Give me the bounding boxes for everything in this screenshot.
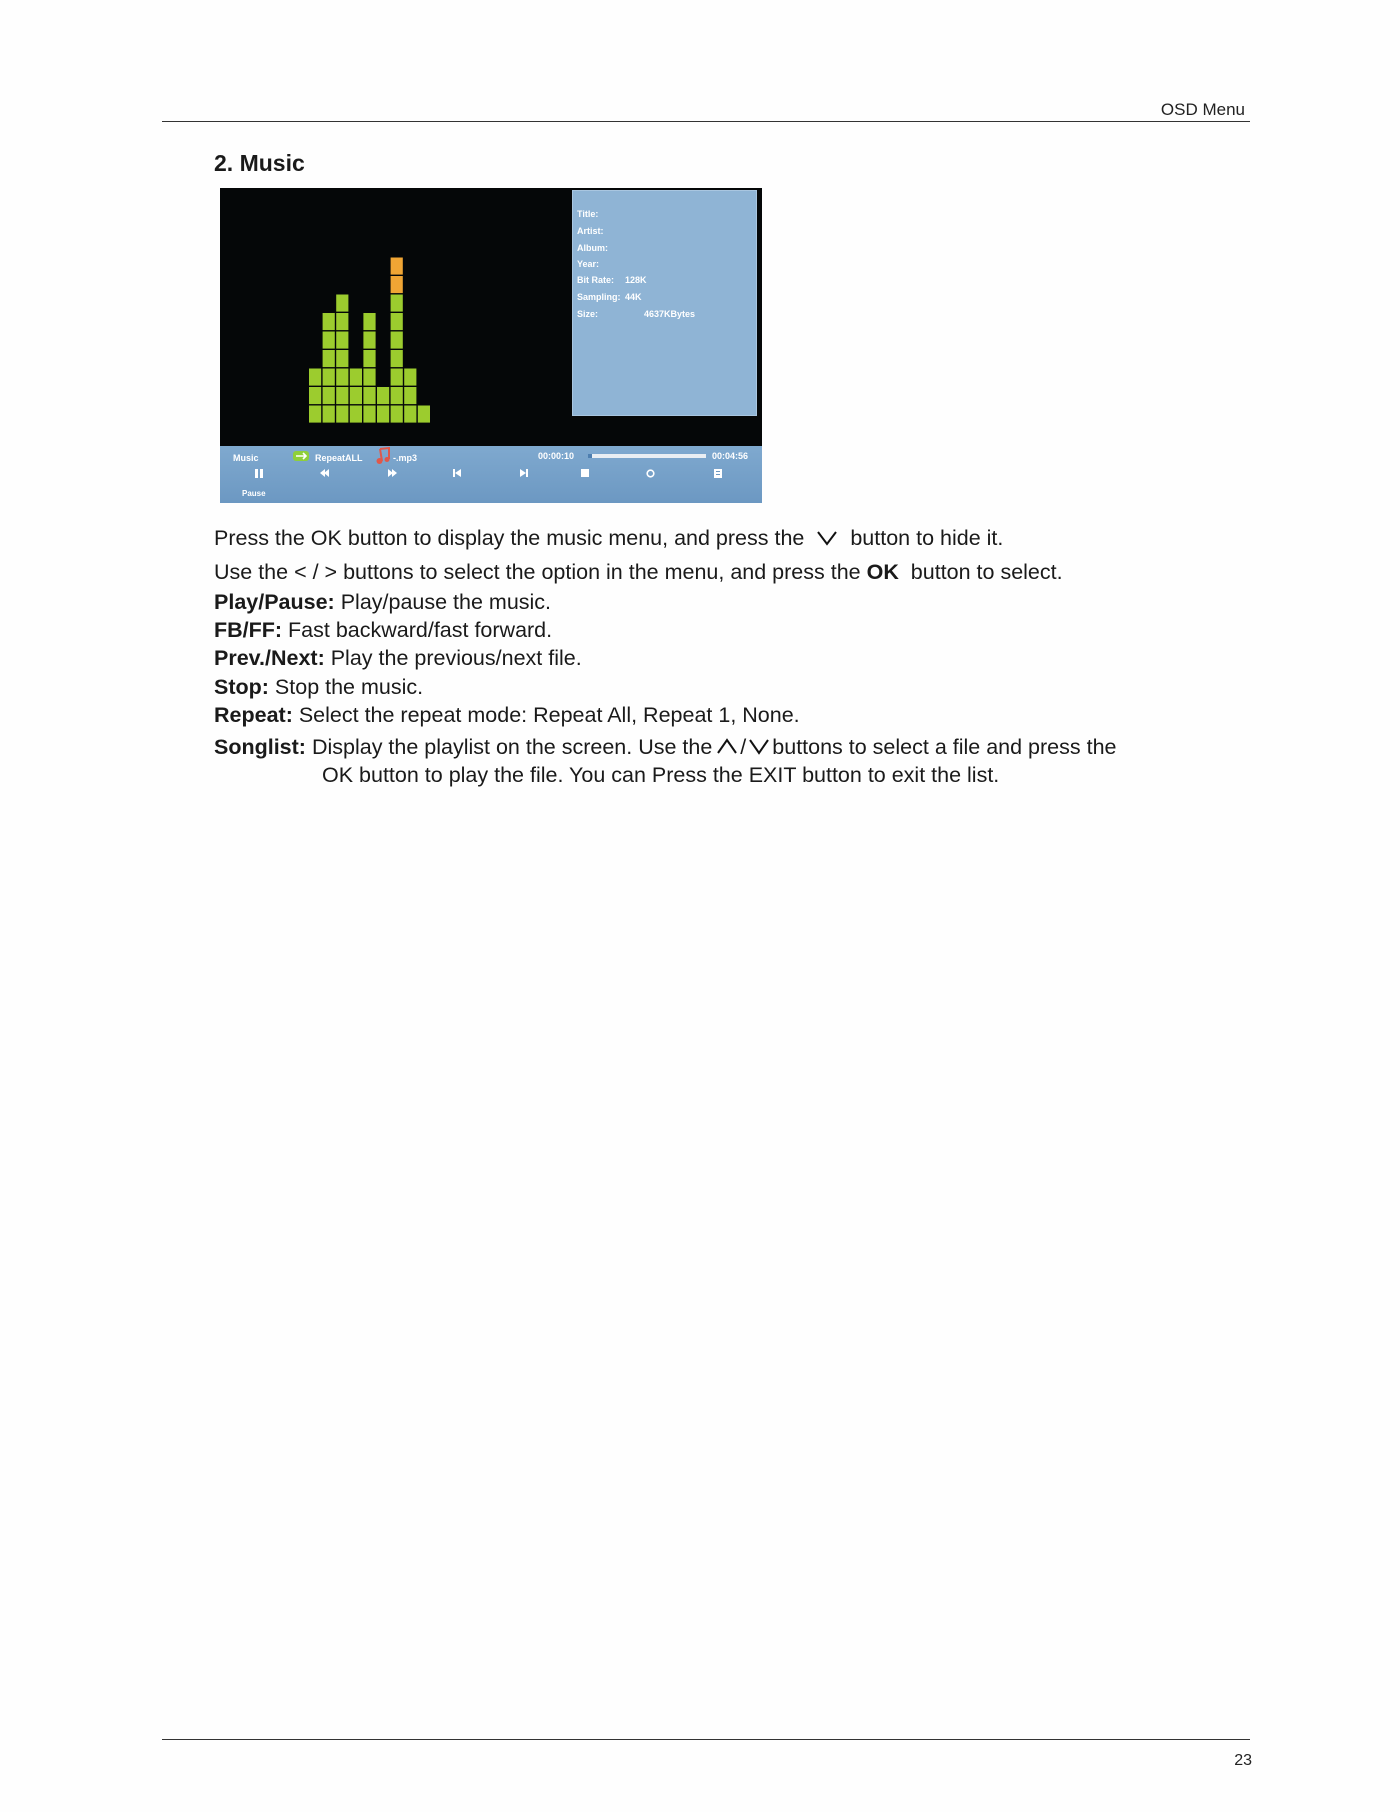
equalizer-block <box>309 387 321 404</box>
equalizer-peak-block <box>391 276 403 293</box>
info-size: Size: 4637KBytes <box>577 309 696 319</box>
equalizer-block <box>391 295 403 312</box>
stop-item: Stop: Stop the music. <box>214 675 424 699</box>
down-arrow-icon <box>816 525 838 553</box>
term: Prev./Next: <box>214 646 325 670</box>
equalizer-block <box>391 313 403 330</box>
equalizer-block <box>336 350 348 367</box>
progress-bar[interactable] <box>588 454 706 458</box>
equalizer-block <box>323 369 335 386</box>
equalizer-block <box>323 387 335 404</box>
fast-forward-icon[interactable] <box>388 469 396 477</box>
up-arrow-icon <box>716 734 738 762</box>
equalizer-block <box>336 295 348 312</box>
equalizer-block <box>323 313 335 330</box>
equalizer-block <box>336 332 348 349</box>
term: Repeat: <box>214 703 293 727</box>
player-control-bar <box>220 446 762 503</box>
info-year: Year: <box>577 259 600 269</box>
progress-fill <box>588 454 592 458</box>
music-note-icon <box>376 447 390 465</box>
equalizer-block <box>350 406 362 423</box>
equalizer-block <box>391 332 403 349</box>
equalizer-block <box>323 332 335 349</box>
term: Songlist: <box>214 735 306 759</box>
equalizer-block <box>391 369 403 386</box>
pause-icon[interactable] <box>255 469 263 477</box>
down-arrow-icon <box>748 734 770 762</box>
info-sampling: Sampling: 44K <box>577 292 642 302</box>
equalizer-block <box>336 369 348 386</box>
songlist-item: Songlist: Display the playlist on the screen. Use the / buttons to select a file and press the <box>214 733 1117 762</box>
instruction-line-1: Press the OK button to display the music menu, and press the button to hide it. <box>214 524 1003 553</box>
term: Stop: <box>214 675 269 699</box>
play-pause-item: Play/Pause: Play/pause the music. <box>214 590 552 614</box>
term: FB/FF: <box>214 618 283 642</box>
equalizer-block <box>336 406 348 423</box>
equalizer-block <box>350 387 362 404</box>
term: Play/Pause: <box>214 590 335 614</box>
equalizer-block <box>363 369 375 386</box>
equalizer-peak-block <box>391 258 403 275</box>
songlist-item-cont: OK button to play the file. You can Press the EXIT button to exit the list. <box>322 763 1000 787</box>
page-number: 23 <box>1234 1752 1252 1769</box>
info-bitrate: Bit Rate: 128K <box>577 275 647 285</box>
equalizer-block <box>363 350 375 367</box>
fb-ff-item: FB/FF: Fast backward/fast forward. <box>214 618 553 642</box>
equalizer-block <box>404 387 416 404</box>
header-section-label: OSD Menu <box>1160 100 1245 119</box>
songlist-icon[interactable] <box>714 469 722 477</box>
equalizer-block <box>363 313 375 330</box>
next-icon[interactable] <box>520 469 528 477</box>
equalizer-block <box>323 350 335 367</box>
equalizer-block <box>404 406 416 423</box>
equalizer-block <box>336 387 348 404</box>
repeat-item: Repeat: Select the repeat mode: Repeat All, Repeat 1, None. <box>214 703 800 727</box>
equalizer-block <box>336 313 348 330</box>
repeat-icon[interactable] <box>292 448 310 464</box>
music-player-screenshot <box>220 188 762 503</box>
time-total: 00:04:56 <box>712 451 749 461</box>
fast-backward-icon[interactable] <box>320 469 328 477</box>
equalizer-block <box>391 350 403 367</box>
equalizer-block <box>363 332 375 349</box>
equalizer-block <box>350 369 362 386</box>
header-rule <box>162 121 1250 122</box>
equalizer-block <box>377 387 389 404</box>
section-title: 2. Music <box>214 150 305 176</box>
pause-label: Pause <box>242 489 266 498</box>
equalizer-block <box>363 406 375 423</box>
equalizer-block <box>363 387 375 404</box>
file-name-label: -.mp3 <box>393 453 418 463</box>
equalizer-block <box>391 406 403 423</box>
info-title: Title: <box>577 209 599 219</box>
equalizer-block <box>391 387 403 404</box>
file-info-panel <box>572 190 757 416</box>
mode-label: Music <box>233 453 259 463</box>
equalizer-block <box>309 369 321 386</box>
previous-icon[interactable] <box>453 469 461 477</box>
equalizer-block <box>323 406 335 423</box>
info-album: Album: <box>577 243 608 253</box>
equalizer-block <box>404 369 416 386</box>
time-elapsed: 00:00:10 <box>538 451 575 461</box>
repeat-label: RepeatALL <box>315 453 363 463</box>
equalizer-block <box>309 406 321 423</box>
prev-next-item: Prev./Next: Play the previous/next file. <box>214 646 582 670</box>
equalizer-block <box>418 406 430 423</box>
footer-rule <box>162 1739 1250 1740</box>
stop-icon[interactable] <box>581 469 589 477</box>
equalizer-block <box>377 406 389 423</box>
info-artist: Artist: <box>577 226 604 236</box>
instruction-line-2: Use the < / > buttons to select the option in the menu, and press the OK button to select. <box>214 560 1063 584</box>
repeat-mode-icon[interactable] <box>646 469 654 477</box>
